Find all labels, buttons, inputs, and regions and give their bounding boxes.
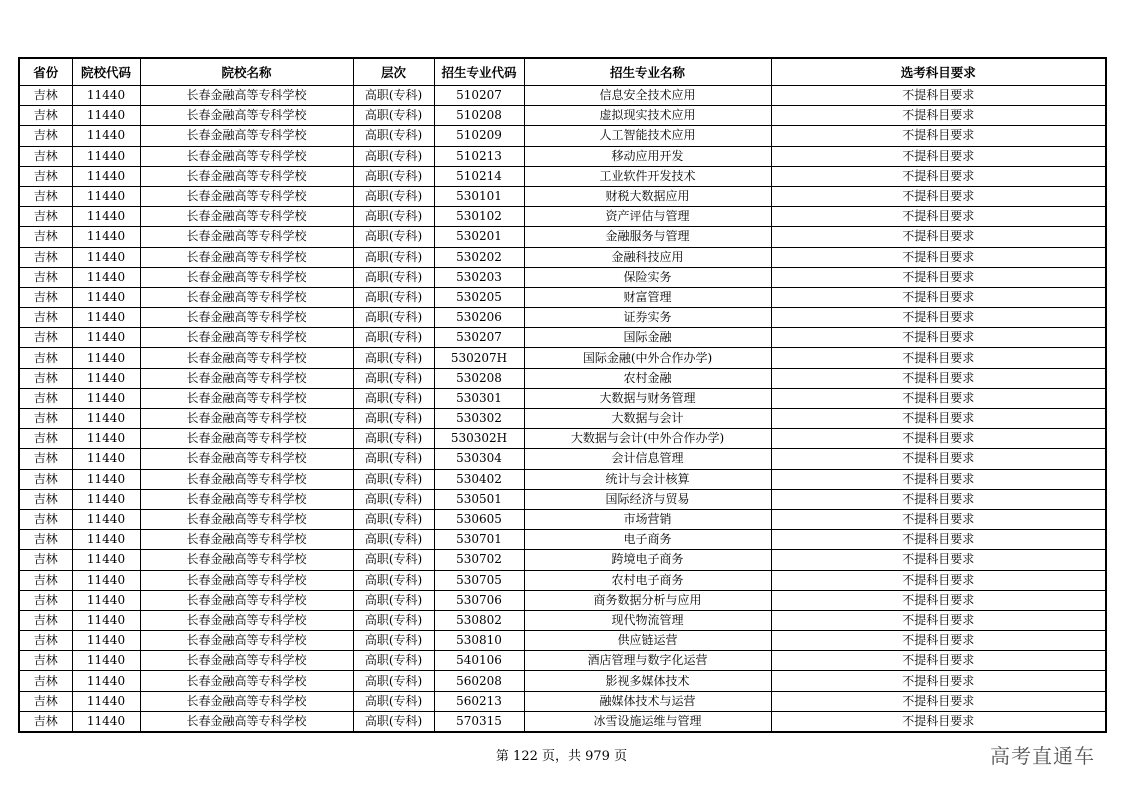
cell-major-name: 财富管理 [524,287,771,307]
cell-major-name: 供应链运营 [524,631,771,651]
table-row [19,590,1106,610]
cell-major-name: 统计与会计核算 [524,469,771,489]
table-row [19,126,1106,146]
cell-major-code: 530203 [434,267,524,287]
cell-level: 高职(专科) [353,368,434,388]
cell-school-name: 长春金融高等专科学校 [140,126,353,146]
cell-level: 高职(专科) [353,348,434,368]
cell-major-code: 540106 [434,651,524,671]
cell-subject-requirement: 不提科目要求 [771,671,1106,691]
cell-school-name: 长春金融高等专科学校 [140,227,353,247]
table-row [19,388,1106,408]
cell-major-name: 财税大数据应用 [524,186,771,206]
cell-subject-requirement: 不提科目要求 [771,287,1106,307]
cell-province: 吉林 [19,328,72,348]
cell-major-name: 影视多媒体技术 [524,671,771,691]
cell-province: 吉林 [19,631,72,651]
cell-major-code: 530101 [434,186,524,206]
admission-table [18,57,1107,733]
cell-level: 高职(专科) [353,328,434,348]
cell-major-code: 530702 [434,550,524,570]
cell-level: 高职(专科) [353,166,434,186]
cell-major-name: 大数据与会计 [524,409,771,429]
cell-province: 吉林 [19,651,72,671]
cell-major-name: 跨境电子商务 [524,550,771,570]
cell-major-code: 530802 [434,610,524,630]
cell-major-name: 农村金融 [524,368,771,388]
table-row [19,691,1106,711]
cell-subject-requirement: 不提科目要求 [771,207,1106,227]
cell-subject-requirement: 不提科目要求 [771,691,1106,711]
cell-subject-requirement: 不提科目要求 [771,509,1106,529]
table-row [19,631,1106,651]
cell-school-code: 11440 [72,711,140,732]
cell-province: 吉林 [19,227,72,247]
table-row [19,570,1106,590]
cell-level: 高职(专科) [353,671,434,691]
cell-major-name: 电子商务 [524,530,771,550]
cell-school-name: 长春金融高等专科学校 [140,328,353,348]
table-row [19,267,1106,287]
cell-level: 高职(专科) [353,691,434,711]
cell-level: 高职(专科) [353,631,434,651]
cell-province: 吉林 [19,550,72,570]
cell-school-name: 长春金融高等专科学校 [140,691,353,711]
cell-major-code: 560213 [434,691,524,711]
cell-major-code: 530205 [434,287,524,307]
table-row [19,711,1106,732]
cell-school-name: 长春金融高等专科学校 [140,631,353,651]
cell-level: 高职(专科) [353,509,434,529]
cell-province: 吉林 [19,207,72,227]
cell-major-name: 金融科技应用 [524,247,771,267]
admission-table-container [18,57,1105,733]
cell-level: 高职(专科) [353,86,434,106]
cell-province: 吉林 [19,388,72,408]
cell-province: 吉林 [19,126,72,146]
cell-school-code: 11440 [72,368,140,388]
cell-subject-requirement: 不提科目要求 [771,429,1106,449]
cell-major-name: 资产评估与管理 [524,207,771,227]
cell-school-code: 11440 [72,570,140,590]
cell-school-code: 11440 [72,409,140,429]
cell-major-name: 信息安全技术应用 [524,86,771,106]
cell-subject-requirement: 不提科目要求 [771,651,1106,671]
cell-major-code: 530302 [434,409,524,429]
cell-subject-requirement: 不提科目要求 [771,631,1106,651]
cell-school-code: 11440 [72,691,140,711]
cell-major-code: 530302H [434,429,524,449]
header-subject-requirement: 选考科目要求 [771,58,1106,86]
cell-province: 吉林 [19,530,72,550]
cell-school-code: 11440 [72,610,140,630]
cell-major-code: 510213 [434,146,524,166]
cell-school-code: 11440 [72,530,140,550]
table-row [19,308,1106,328]
cell-major-code: 530207H [434,348,524,368]
cell-major-code: 510207 [434,86,524,106]
cell-level: 高职(专科) [353,247,434,267]
header-school-name: 院校名称 [140,58,353,86]
cell-province: 吉林 [19,509,72,529]
cell-school-code: 11440 [72,651,140,671]
cell-level: 高职(专科) [353,308,434,328]
cell-province: 吉林 [19,429,72,449]
cell-major-code: 530202 [434,247,524,267]
cell-school-name: 长春金融高等专科学校 [140,429,353,449]
cell-level: 高职(专科) [353,186,434,206]
cell-school-code: 11440 [72,590,140,610]
cell-school-name: 长春金融高等专科学校 [140,711,353,732]
cell-major-name: 国际经济与贸易 [524,489,771,509]
cell-major-code: 530208 [434,368,524,388]
cell-province: 吉林 [19,348,72,368]
cell-province: 吉林 [19,711,72,732]
cell-province: 吉林 [19,610,72,630]
table-row [19,449,1106,469]
cell-level: 高职(专科) [353,449,434,469]
table-row [19,409,1106,429]
table-row [19,651,1106,671]
cell-major-code: 510209 [434,126,524,146]
cell-school-code: 11440 [72,429,140,449]
cell-school-name: 长春金融高等专科学校 [140,651,353,671]
cell-major-code: 530701 [434,530,524,550]
cell-major-name: 国际金融 [524,328,771,348]
cell-subject-requirement: 不提科目要求 [771,610,1106,630]
cell-major-code: 530206 [434,308,524,328]
cell-major-name: 国际金融(中外合作办学) [524,348,771,368]
cell-subject-requirement: 不提科目要求 [771,590,1106,610]
cell-school-name: 长春金融高等专科学校 [140,308,353,328]
cell-major-code: 510208 [434,106,524,126]
cell-major-name: 证券实务 [524,308,771,328]
cell-level: 高职(专科) [353,469,434,489]
cell-province: 吉林 [19,449,72,469]
cell-subject-requirement: 不提科目要求 [771,106,1106,126]
cell-major-code: 530201 [434,227,524,247]
cell-major-name: 农村电子商务 [524,570,771,590]
cell-school-code: 11440 [72,227,140,247]
cell-school-code: 11440 [72,267,140,287]
cell-major-code: 530705 [434,570,524,590]
table-row [19,610,1106,630]
cell-subject-requirement: 不提科目要求 [771,711,1106,732]
cell-major-name: 人工智能技术应用 [524,126,771,146]
table-row [19,530,1106,550]
cell-school-code: 11440 [72,489,140,509]
cell-level: 高职(专科) [353,126,434,146]
cell-school-name: 长春金融高等专科学校 [140,287,353,307]
cell-school-code: 11440 [72,388,140,408]
cell-major-name: 酒店管理与数字化运营 [524,651,771,671]
table-row [19,368,1106,388]
cell-school-name: 长春金融高等专科学校 [140,489,353,509]
table-row [19,106,1106,126]
cell-province: 吉林 [19,368,72,388]
cell-major-name: 大数据与财务管理 [524,388,771,408]
cell-province: 吉林 [19,469,72,489]
cell-school-name: 长春金融高等专科学校 [140,550,353,570]
cell-school-name: 长春金融高等专科学校 [140,267,353,287]
table-header-row [19,58,1106,86]
cell-subject-requirement: 不提科目要求 [771,227,1106,247]
cell-subject-requirement: 不提科目要求 [771,166,1106,186]
table-row [19,469,1106,489]
cell-subject-requirement: 不提科目要求 [771,267,1106,287]
table-body [19,86,1106,733]
cell-subject-requirement: 不提科目要求 [771,146,1106,166]
cell-school-code: 11440 [72,328,140,348]
cell-province: 吉林 [19,590,72,610]
cell-subject-requirement: 不提科目要求 [771,409,1106,429]
cell-province: 吉林 [19,267,72,287]
cell-school-code: 11440 [72,166,140,186]
cell-school-code: 11440 [72,671,140,691]
cell-major-name: 市场营销 [524,509,771,529]
cell-school-code: 11440 [72,550,140,570]
cell-school-code: 11440 [72,631,140,651]
cell-level: 高职(专科) [353,530,434,550]
cell-major-code: 530706 [434,590,524,610]
cell-school-code: 11440 [72,207,140,227]
cell-province: 吉林 [19,186,72,206]
table-row [19,86,1106,106]
cell-school-name: 长春金融高等专科学校 [140,106,353,126]
cell-subject-requirement: 不提科目要求 [771,550,1106,570]
header-school-code: 院校代码 [72,58,140,86]
cell-school-code: 11440 [72,469,140,489]
cell-school-name: 长春金融高等专科学校 [140,207,353,227]
cell-major-name: 大数据与会计(中外合作办学) [524,429,771,449]
cell-level: 高职(专科) [353,550,434,570]
cell-level: 高职(专科) [353,146,434,166]
table-row [19,550,1106,570]
cell-school-code: 11440 [72,287,140,307]
cell-school-name: 长春金融高等专科学校 [140,166,353,186]
cell-province: 吉林 [19,570,72,590]
cell-major-code: 530301 [434,388,524,408]
cell-level: 高职(专科) [353,570,434,590]
cell-level: 高职(专科) [353,489,434,509]
cell-school-code: 11440 [72,106,140,126]
cell-level: 高职(专科) [353,711,434,732]
cell-school-code: 11440 [72,348,140,368]
cell-school-name: 长春金融高等专科学校 [140,348,353,368]
cell-subject-requirement: 不提科目要求 [771,348,1106,368]
cell-province: 吉林 [19,166,72,186]
cell-level: 高职(专科) [353,227,434,247]
cell-level: 高职(专科) [353,610,434,630]
cell-school-code: 11440 [72,146,140,166]
table-row [19,671,1106,691]
cell-school-name: 长春金融高等专科学校 [140,509,353,529]
cell-major-code: 530304 [434,449,524,469]
cell-major-name: 移动应用开发 [524,146,771,166]
cell-subject-requirement: 不提科目要求 [771,570,1106,590]
cell-school-name: 长春金融高等专科学校 [140,388,353,408]
cell-province: 吉林 [19,86,72,106]
cell-subject-requirement: 不提科目要求 [771,328,1106,348]
cell-province: 吉林 [19,671,72,691]
cell-school-name: 长春金融高等专科学校 [140,590,353,610]
cell-major-name: 现代物流管理 [524,610,771,630]
cell-school-code: 11440 [72,126,140,146]
cell-major-code: 570315 [434,711,524,732]
cell-major-code: 530402 [434,469,524,489]
table-row [19,207,1106,227]
watermark-logo-text: 高考直通车 [990,744,1095,768]
cell-school-code: 11440 [72,186,140,206]
cell-school-code: 11440 [72,509,140,529]
page-number: 第 122 页，共 979 页 [495,749,628,764]
cell-major-code: 530102 [434,207,524,227]
cell-school-name: 长春金融高等专科学校 [140,570,353,590]
cell-province: 吉林 [19,287,72,307]
cell-province: 吉林 [19,146,72,166]
cell-province: 吉林 [19,308,72,328]
cell-school-name: 长春金融高等专科学校 [140,469,353,489]
cell-level: 高职(专科) [353,429,434,449]
cell-major-name: 融媒体技术与运营 [524,691,771,711]
cell-level: 高职(专科) [353,287,434,307]
cell-subject-requirement: 不提科目要求 [771,186,1106,206]
table-row [19,247,1106,267]
cell-school-code: 11440 [72,247,140,267]
table-row [19,287,1106,307]
cell-major-name: 会计信息管理 [524,449,771,469]
cell-major-name: 保险实务 [524,267,771,287]
cell-major-code: 560208 [434,671,524,691]
cell-school-name: 长春金融高等专科学校 [140,146,353,166]
cell-level: 高职(专科) [353,409,434,429]
cell-subject-requirement: 不提科目要求 [771,126,1106,146]
table-row [19,429,1106,449]
cell-school-name: 长春金融高等专科学校 [140,247,353,267]
header-major-code: 招生专业代码 [434,58,524,86]
cell-school-name: 长春金融高等专科学校 [140,449,353,469]
cell-subject-requirement: 不提科目要求 [771,469,1106,489]
table-row [19,146,1106,166]
cell-school-name: 长春金融高等专科学校 [140,368,353,388]
cell-province: 吉林 [19,247,72,267]
cell-major-name: 虚拟现实技术应用 [524,106,771,126]
table-row [19,166,1106,186]
cell-level: 高职(专科) [353,388,434,408]
table-row [19,348,1106,368]
cell-major-code: 530605 [434,509,524,529]
cell-subject-requirement: 不提科目要求 [771,388,1106,408]
cell-major-code: 530810 [434,631,524,651]
cell-school-code: 11440 [72,86,140,106]
cell-subject-requirement: 不提科目要求 [771,489,1106,509]
table-row [19,227,1106,247]
cell-major-name: 金融服务与管理 [524,227,771,247]
cell-level: 高职(专科) [353,590,434,610]
cell-school-name: 长春金融高等专科学校 [140,671,353,691]
header-province: 省份 [19,58,72,86]
header-level: 层次 [353,58,434,86]
cell-level: 高职(专科) [353,267,434,287]
cell-major-name: 冰雪设施运维与管理 [524,711,771,732]
cell-major-name: 商务数据分析与应用 [524,590,771,610]
cell-province: 吉林 [19,409,72,429]
cell-major-code: 530207 [434,328,524,348]
cell-subject-requirement: 不提科目要求 [771,530,1106,550]
table-row [19,328,1106,348]
cell-school-code: 11440 [72,449,140,469]
cell-subject-requirement: 不提科目要求 [771,368,1106,388]
cell-major-name: 工业软件开发技术 [524,166,771,186]
cell-school-name: 长春金融高等专科学校 [140,86,353,106]
cell-major-code: 530501 [434,489,524,509]
cell-major-code: 510214 [434,166,524,186]
cell-province: 吉林 [19,489,72,509]
table-row [19,186,1106,206]
cell-province: 吉林 [19,691,72,711]
cell-level: 高职(专科) [353,207,434,227]
cell-province: 吉林 [19,106,72,126]
cell-subject-requirement: 不提科目要求 [771,308,1106,328]
cell-school-name: 长春金融高等专科学校 [140,530,353,550]
cell-subject-requirement: 不提科目要求 [771,449,1106,469]
header-major-name: 招生专业名称 [524,58,771,86]
cell-school-name: 长春金融高等专科学校 [140,409,353,429]
cell-subject-requirement: 不提科目要求 [771,86,1106,106]
table-row [19,509,1106,529]
cell-level: 高职(专科) [353,651,434,671]
cell-school-code: 11440 [72,308,140,328]
table-row [19,489,1106,509]
cell-school-name: 长春金融高等专科学校 [140,186,353,206]
cell-subject-requirement: 不提科目要求 [771,247,1106,267]
cell-level: 高职(专科) [353,106,434,126]
cell-school-name: 长春金融高等专科学校 [140,610,353,630]
